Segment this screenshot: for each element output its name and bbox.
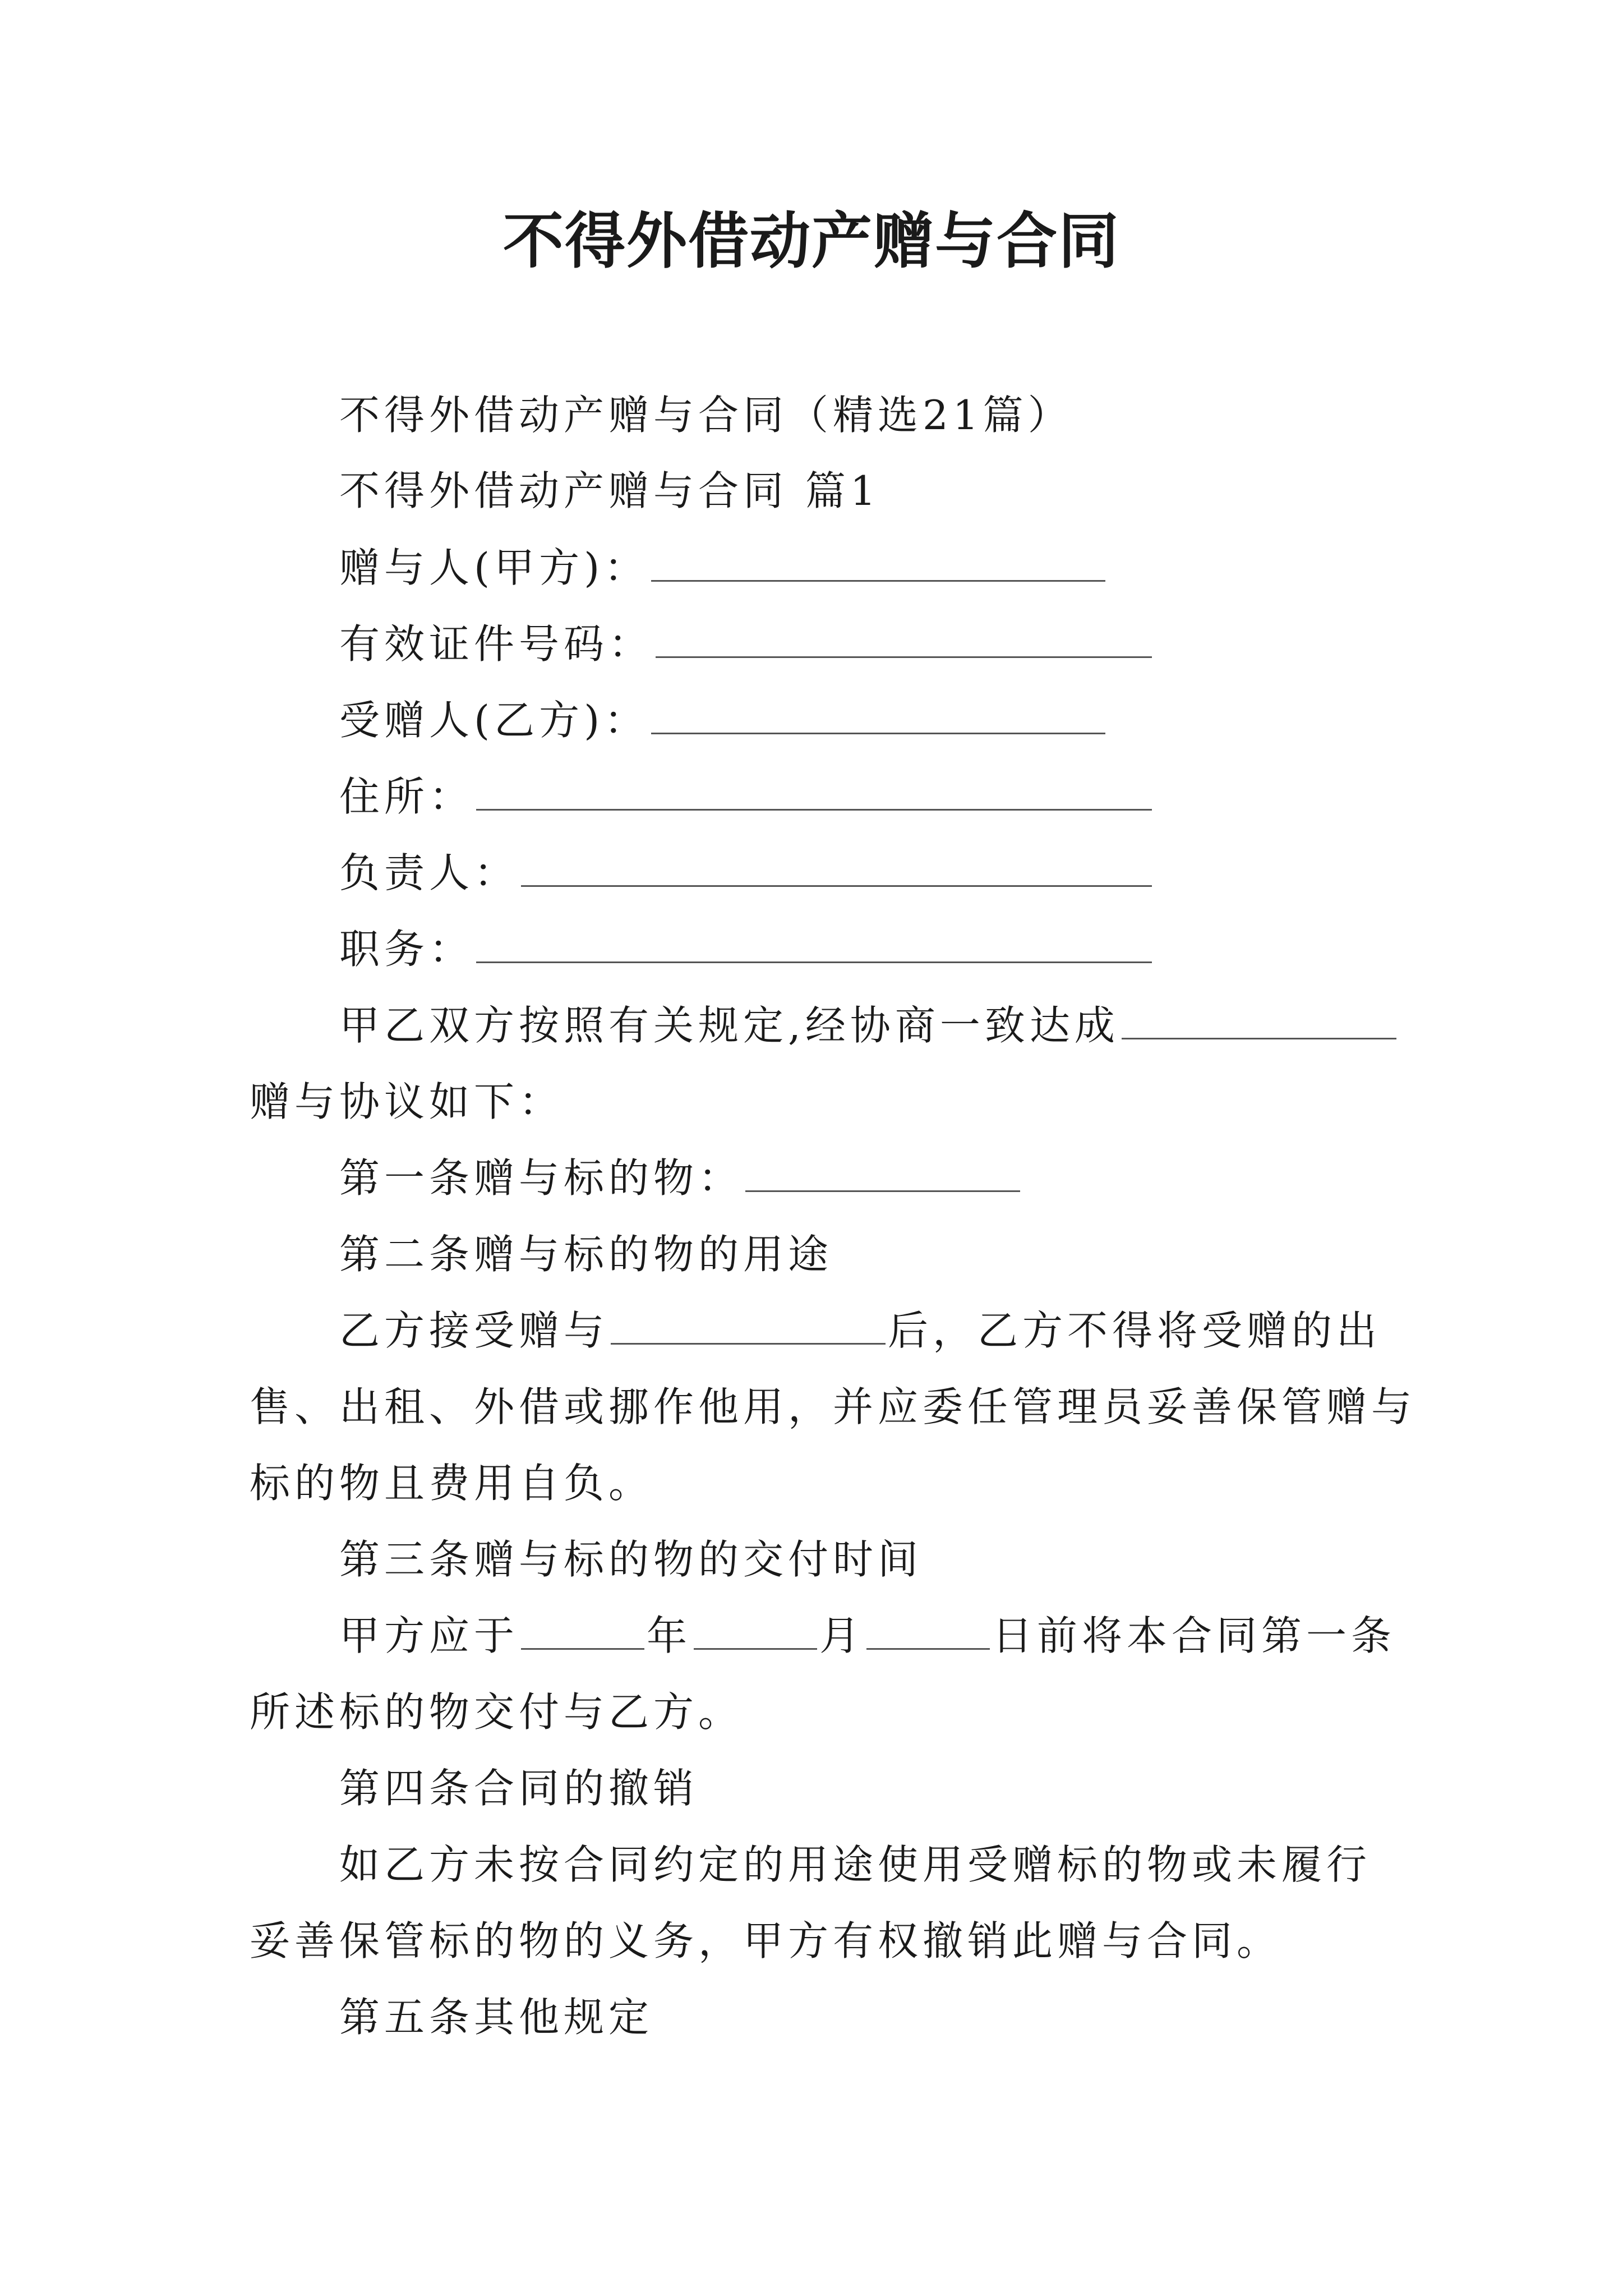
position-blank[interactable]: [476, 928, 1152, 963]
article-1: [339, 1150, 1022, 1206]
day-blank[interactable]: [866, 1614, 990, 1650]
article-2-line-1: [339, 1303, 1381, 1359]
year-blank[interactable]: [521, 1614, 644, 1650]
month-label: 月: [819, 1612, 865, 1659]
responsible-field: [339, 845, 1154, 901]
article-2-suffix: 后，乙方不得将受赠的出: [888, 1307, 1382, 1354]
address-blank[interactable]: [476, 775, 1152, 811]
id-number-field: [339, 616, 1154, 672]
intro-line-1: [339, 997, 1399, 1053]
responsible-label: 负责人：: [339, 849, 519, 896]
article-3-prefix: 甲方应于: [339, 1612, 519, 1659]
article-2-line-3: 标的物且费用自负。: [250, 1460, 654, 1507]
section-heading: 不得外借动产赠与合同 篇1: [339, 467, 880, 514]
document-title: 不得外借动产赠与合同: [502, 206, 1120, 277]
article-2-heading: 第二条赠与标的物的用途: [339, 1231, 833, 1278]
document-subtitle: 不得外借动产赠与合同（精选21篇）: [339, 392, 1073, 439]
donor-label: 赠与人(甲方)：: [339, 544, 649, 591]
position-field: [339, 921, 1154, 977]
article-3-line-2: 所述标的物交付与乙方。: [250, 1688, 744, 1736]
donor-field: [339, 540, 1108, 596]
address-field: [339, 769, 1154, 825]
year-label: 年: [647, 1612, 692, 1659]
article-2-line-2: 售、出租、外借或挪作他用，并应委任管理员妥善保管赠与: [250, 1383, 1417, 1430]
intro-text-1: 甲乙双方按照有关规定,经协商一致达成: [339, 1002, 1119, 1049]
position-label: 职务：: [339, 926, 474, 973]
article-1-text: 第一条赠与标的物：: [339, 1154, 744, 1202]
article-5-heading: 第五条其他规定: [339, 1994, 654, 2041]
address-label: 住所：: [339, 773, 474, 820]
article-4-line-2: 妥善保管标的物的义务，甲方有权撤销此赠与合同。: [250, 1917, 1282, 1964]
article-2-prefix: 乙方接受赠与: [339, 1307, 609, 1354]
intro-line-2: 赠与协议如下：: [250, 1078, 564, 1125]
id-number-label: 有效证件号码：: [339, 620, 654, 668]
article-4-line-1: 如乙方未按合同约定的用途使用受赠标的物或未履行: [339, 1841, 1372, 1888]
article-4-heading: 第四条合同的撤销: [339, 1765, 699, 1812]
month-blank[interactable]: [694, 1614, 817, 1650]
responsible-blank[interactable]: [521, 852, 1152, 887]
article-3-heading: 第三条赠与标的物的交付时间: [339, 1536, 923, 1583]
gift-subject-blank[interactable]: [745, 1157, 1020, 1192]
donee-label: 受赠人(乙方)：: [339, 697, 649, 744]
article-3-line-1: [339, 1608, 1396, 1664]
donee-blank[interactable]: [651, 699, 1105, 734]
donor-blank[interactable]: [651, 546, 1105, 582]
id-number-blank[interactable]: [656, 623, 1152, 658]
agreement-blank[interactable]: [1122, 1004, 1396, 1039]
accept-gift-blank[interactable]: [611, 1309, 886, 1345]
donee-field: [339, 692, 1108, 748]
article-3-suffix: 日前将本合同第一条: [992, 1612, 1396, 1659]
